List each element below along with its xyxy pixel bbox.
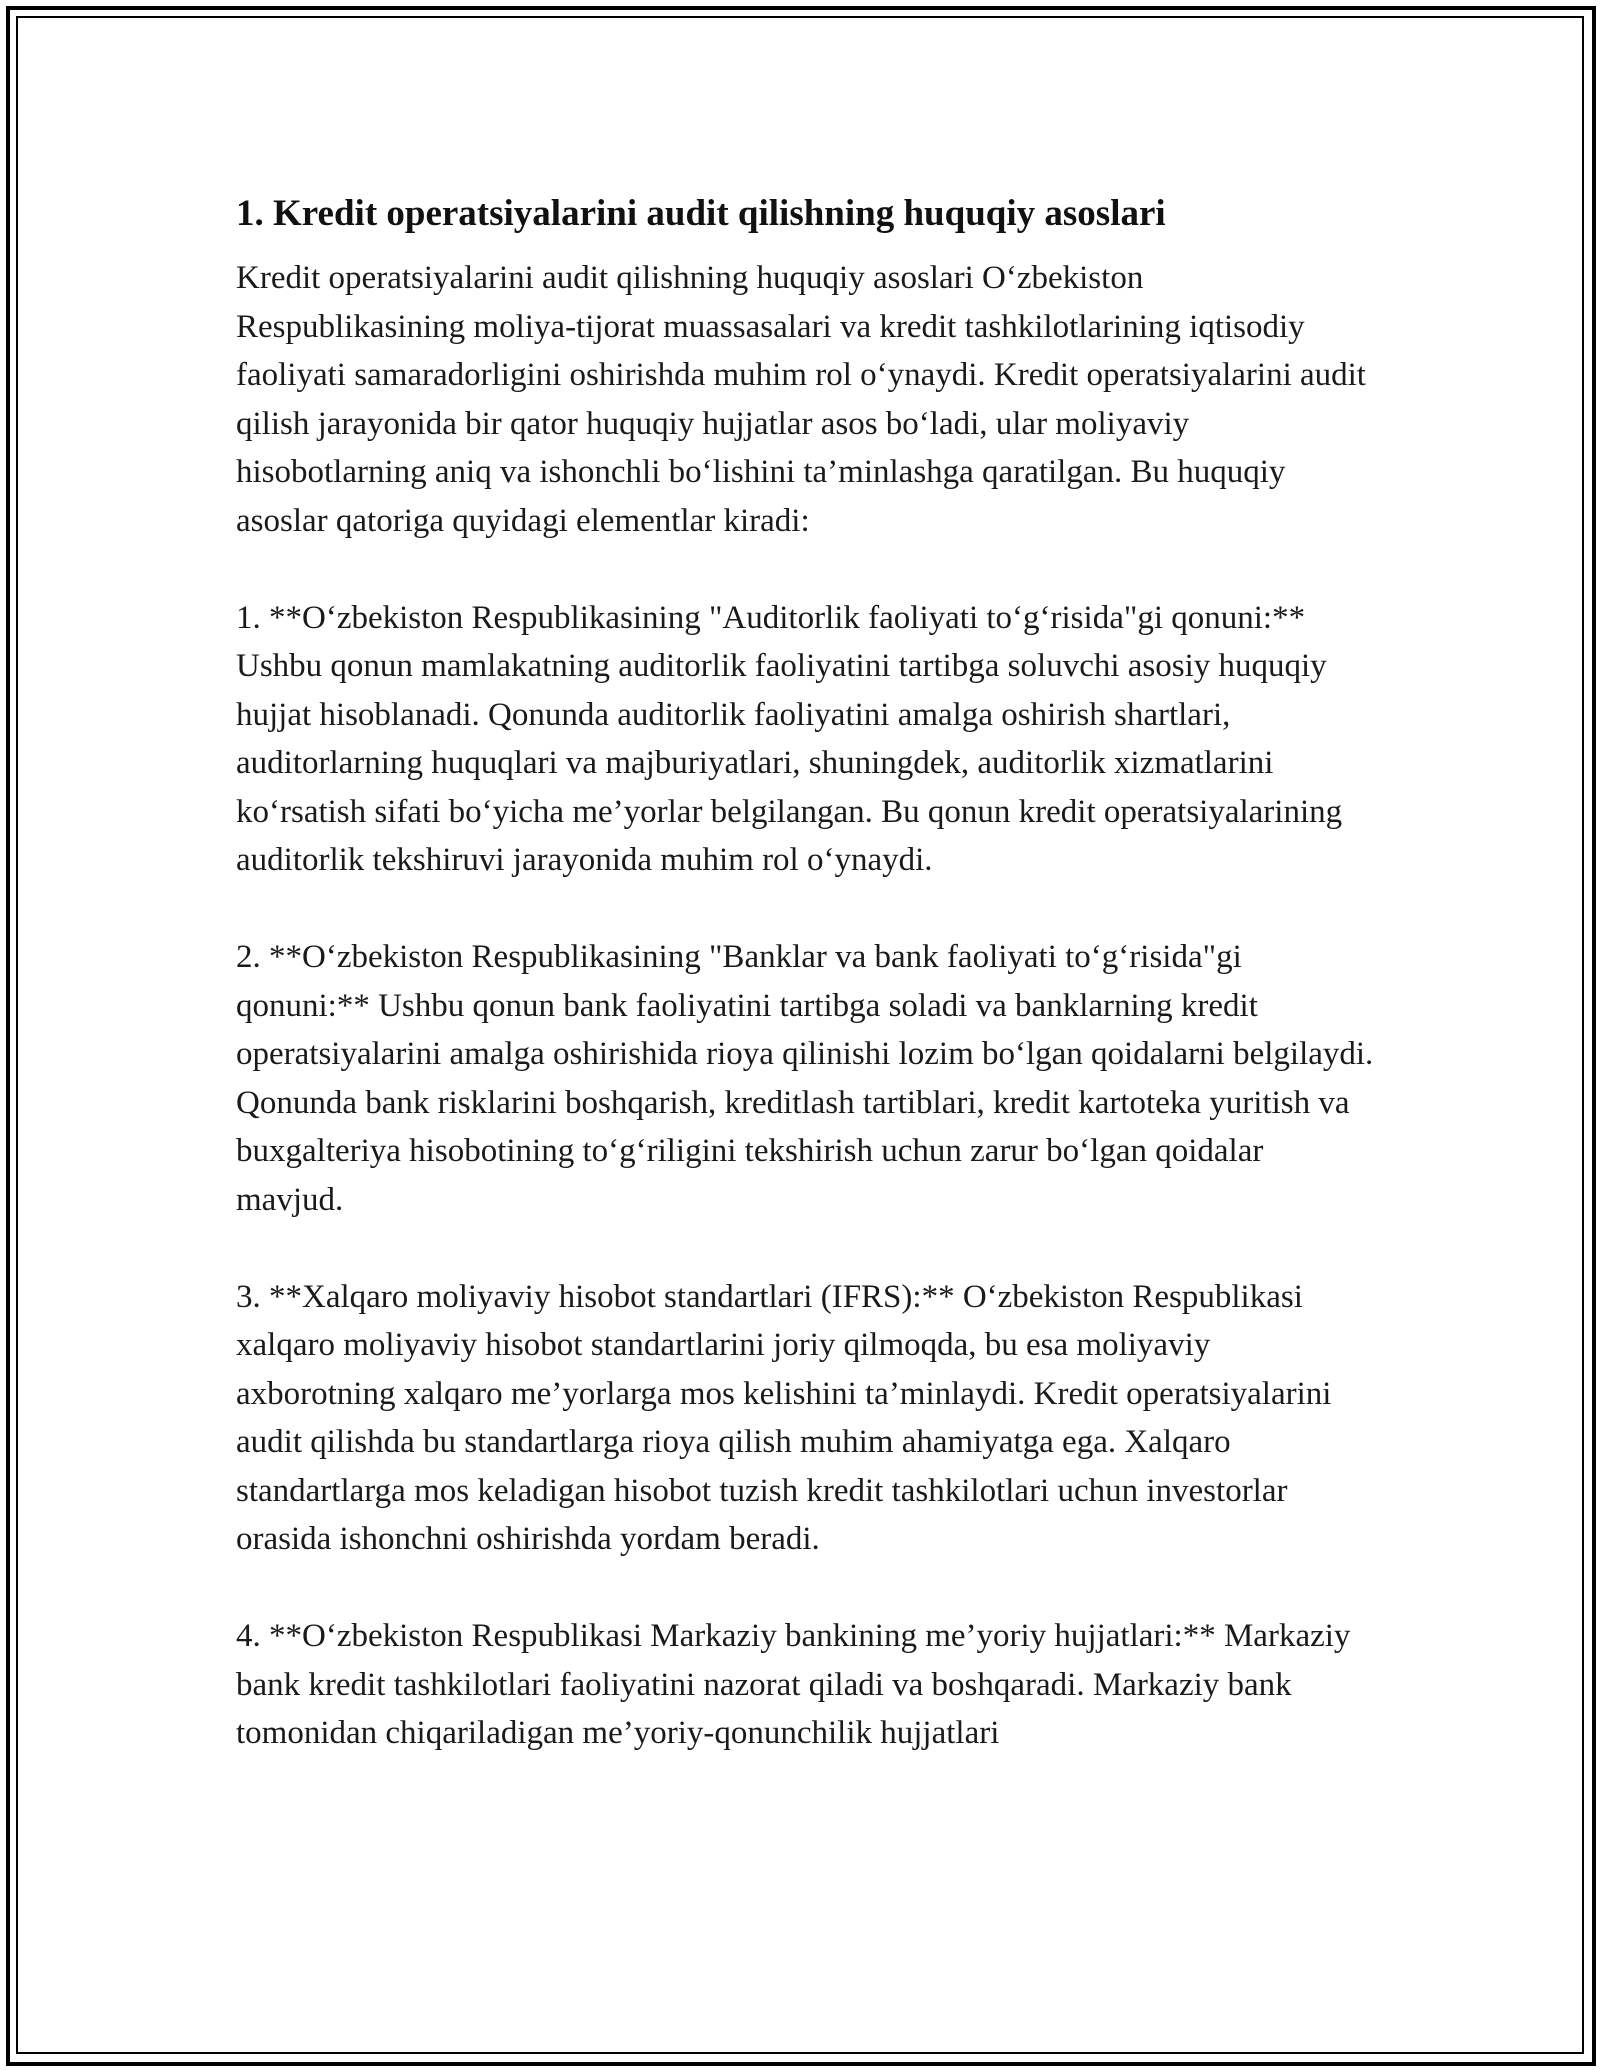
list-item-ifrs: 3. **Xalqaro moliyaviy hisobot standartlari (IFRS):** O‘zbekiston Respublikasi xalqaro moliyaviy hisobot standartlarini joriy qilmoqda, bu esa moliyaviy axborotning xalqaro me’yorlarga mos kelishini ta’minlaydi. Kredit operatsiyalarini audit qilishda bu standartlarga rioya qilish muhim ahamiyatga ega. Xalqaro standartlarga mos keladigan hisobot tuzish kredit tashkilotlari uchun investorlar orasida ishonchni oshirishda yordam beradi. bbox=[236, 1278, 1332, 1557]
paragraph-gap bbox=[236, 885, 1376, 934]
list-item-banking-law: 2. **O‘zbekiston Respublikasining "Banklar va bank faoliyati to‘g‘risida"gi qonuni:** Ushbu qonun bank faoliyatini tartibga soladi va banklarning kredit operatsiyalarini amalga oshirishida rioya qilinishi lozim bo‘lgan qoidalarni belgilaydi. Qonunda bank risklarini boshqarish, kreditlash tartiblari, kredit kartoteka yuritish va buxgalteriya hisobotining to‘g‘riligini tekshirish uchun zarur bo‘lgan qoidalar mavjud. bbox=[236, 939, 1374, 1218]
paragraph-gap bbox=[236, 1564, 1376, 1613]
paragraph-gap bbox=[236, 545, 1376, 594]
paragraph-gap bbox=[236, 1224, 1376, 1273]
document-body bbox=[236, 186, 1376, 1758]
document-title: 1. Kredit operatsiyalarini audit qilishning huquqiy asoslari bbox=[236, 193, 1166, 234]
list-item-central-bank: 4. **O‘zbekiston Respublikasi Markaziy bankining me’yoriy hujjatlari:** Markaziy bank kredit tashkilotlari faoliyatini nazorat qiladi va boshqaradi. Markaziy bank tomonidan chiqariladigan me’yoriy-qonunchilik hujjatlari bbox=[236, 1618, 1351, 1751]
list-item-auditing-law: 1. **O‘zbekiston Respublikasining "Auditorlik faoliyati to‘g‘risida"gi qonuni:** Ushbu qonun mamlakatning auditorlik faoliyatini tartibga soluvchi asosiy huquqiy hujjat hisoblanadi. Qonunda auditorlik faoliyatini amalga oshirish shartlari, auditorlarning huquqlari va majburiyatlari, shuningdek, auditorlik xizmatlarini ko‘rsatish sifati bo‘yicha me’yorlar belgilangan. Bu qonun kredit operatsiyalarining auditorlik tekshiruvi jarayonida muhim rol o‘ynaydi. bbox=[236, 599, 1343, 878]
intro-paragraph: Kredit operatsiyalarini audit qilishning huquqiy asoslari O‘zbekiston Respublikasining moliya-tijorat muassasalari va kredit tashkilotlarining iqtisodiy faoliyati samaradorligini oshirishda muhim rol o‘ynaydi. Kredit operatsiyalarini audit qilish jarayonida bir qator huquqiy hujjatlar asos bo‘ladi, ular moliyaviy hisobotlarning aniq va ishonchli bo‘lishini ta’minlashga qaratilgan. Bu huquqiy asoslar qatoriga quyidagi elementlar kiradi: bbox=[236, 260, 1366, 539]
